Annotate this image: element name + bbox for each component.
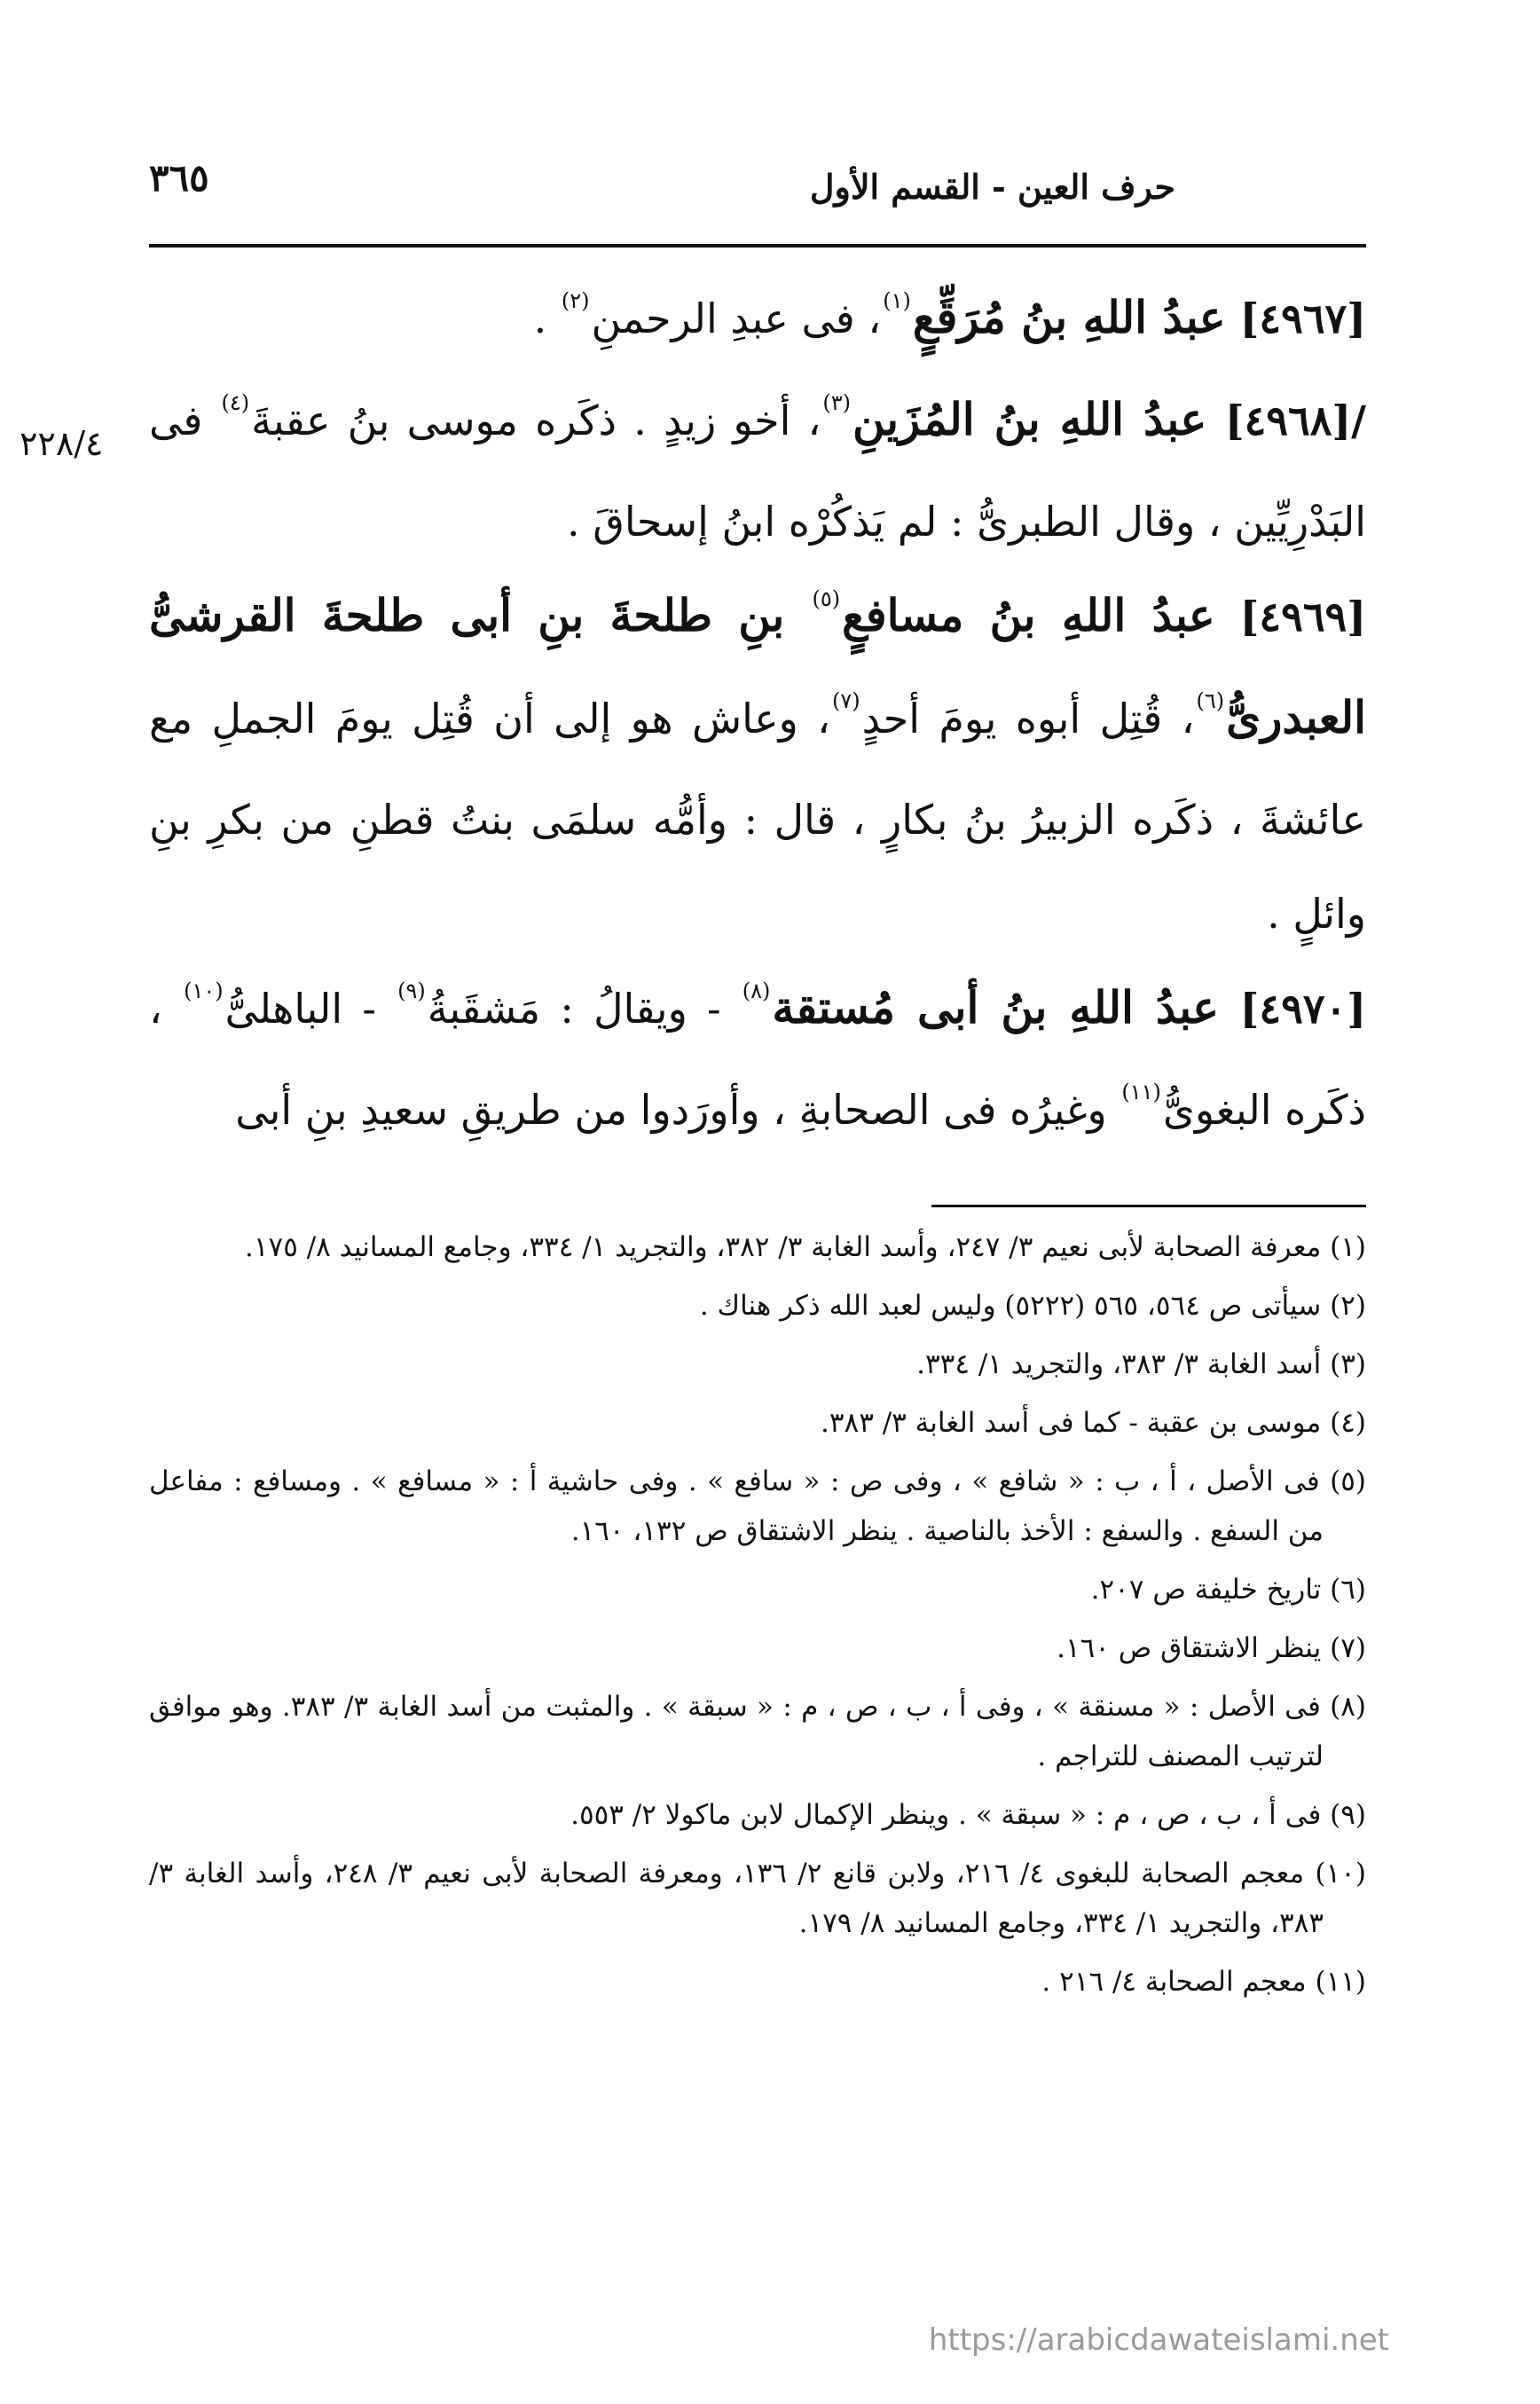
footnote-6: (٦) تاريخ خليفة ص ٢٠٧. xyxy=(1090,1574,1366,1606)
entry-name-continued: بنِ طلحةَ بنِ أبى طلحةَ القرشىُّ العبدرىُّ xyxy=(149,589,1366,743)
footnote-ref: (١١) xyxy=(1121,1080,1161,1104)
footnote-ref: (٧) xyxy=(832,688,860,713)
entry-text: ، أخو زيدٍ . ذكَره موسى بنُ عقبةَ xyxy=(251,397,821,444)
entry-text: ، قُتِل أبوه يومَ أحدٍ xyxy=(861,695,1195,742)
entry-number: [٤٩٧٠] xyxy=(1219,985,1366,1033)
entry-text: ، وعاش هو إلى أن قُتِل يومَ الجملِ مع عائشةَ ، ذكَره الزبيرُ بنُ بكارٍ ، قال : وأمُّه سلمَى بنتُ قطنِ من بكرِ بنِ وائلٍ . xyxy=(149,695,1366,938)
running-title: حرف العين - القسم الأول xyxy=(809,167,1175,207)
entry-name: عبدُ اللهِ بنُ مسافعٍ xyxy=(842,589,1215,641)
header-rule xyxy=(149,244,1366,247)
footnote-7: (٧) ينظر الاشتقاق ص ١٦٠. xyxy=(1057,1632,1366,1664)
footnote-ref: (٩) xyxy=(397,978,426,1003)
footnote-ref: (٤) xyxy=(221,390,250,415)
entry-4967 xyxy=(149,271,1366,373)
entry-text: - الباهلىُّ xyxy=(224,985,397,1033)
footnote-ref: (١) xyxy=(883,288,911,313)
entry-name: عبدُ اللهِ بنُ مُرَقِّعٍ xyxy=(912,291,1226,343)
entry-text: . xyxy=(533,295,560,342)
footnote-ref: (٣) xyxy=(822,390,852,415)
footnote-2: (٢) سيأتى ص ٥٦٤، ٥٦٥ (٥٢٢٢) وليس لعبد الله ذكر هناك . xyxy=(699,1290,1366,1322)
footnote-10: (١٠) معجم الصحابة للبغوى ٤/ ٢١٦، ولابن قانع ٢/ ١٣٦، ومعرفة الصحابة لأبى نعيم ٣/ ٢٤٨، وأسد الغابة ٣/ ٣٨٣، والتجريد ١/ ٣٣٤، وجامع المسانيد ٨/ ١٧٩. xyxy=(149,1858,1366,1939)
footnote-9: (٩) فى أ ، ب ، ص ، م : « سبقة » . وينظر الإكمال لابن ماكولا ٢/ ٥٥٣. xyxy=(570,1799,1366,1831)
entry-text: فى البَدْرِيِّين ، وقال الطبرىُّ : لم يَذكُرْه ابنُ إسحاقَ . xyxy=(149,397,1366,546)
footnote-ref: (٥) xyxy=(812,586,841,611)
entry-text: - ويقالُ : مَشقَبةُ xyxy=(427,985,741,1033)
footnote-5: (٥) فى الأصل ، أ ، ب : « شافع » ، وفى ص : « سافع » . وفى حاشية أ : « مسافع » . ومسافع : مفاعل من السفع . والسفع : الأخذ بالناصية . ينظر الاشتقاق ص ١٣٢، ١٦٠. xyxy=(149,1465,1366,1547)
footnote-3: (٣) أسد الغابة ٣/ ٣٨٣، والتجريد ١/ ٣٣٤. xyxy=(916,1348,1366,1380)
entry-4969 xyxy=(149,569,1366,961)
footnote-8: (٨) فى الأصل : « مسنقة » ، وفى أ ، ب ، ص ، م : « سبقة » . والمثبت من أسد الغابة ٣/ ٣٨٣. وهو موافق لترتيب المصنف للتراجم . xyxy=(149,1691,1366,1772)
entry-name: عبدُ اللهِ بنُ أبى مُستقة xyxy=(772,981,1220,1033)
watermark: https://arabicdawateislami.net xyxy=(928,2322,1389,2358)
footnote-ref: (٦) xyxy=(1196,688,1225,713)
margin-note: ٢٢٨/٤ xyxy=(20,424,104,463)
entry-number: [٤٩٦٩] xyxy=(1214,593,1366,640)
entry-number: /[٤٩٦٨] xyxy=(1206,397,1366,444)
entry-4970 xyxy=(149,961,1366,1164)
page-header xyxy=(149,149,1366,220)
footnote-ref: (٨) xyxy=(742,978,771,1003)
footnote-4: (٤) موسى بن عقبة - كما فى أسد الغابة ٣/ ٣٨٣. xyxy=(821,1407,1366,1439)
footnote-11: (١١) معجم الصحابة ٤/ ٢١٦ . xyxy=(1041,1966,1366,1998)
footnotes xyxy=(149,1222,1366,2015)
entry-4968 xyxy=(149,373,1366,569)
entry-name: عبدُ اللهِ بنُ المُزَينِ xyxy=(852,393,1207,445)
footnote-ref: (٢) xyxy=(561,288,590,313)
entry-text: ، ذكَره البغوىُّ xyxy=(149,985,1366,1134)
entry-text: ، فى عبدِ الرحمنِ xyxy=(591,295,882,342)
main-text xyxy=(149,271,1366,1164)
page-number: ٣٦٥ xyxy=(149,156,209,200)
footnote-rule xyxy=(931,1205,1366,1207)
footnote-1: (١) معرفة الصحابة لأبى نعيم ٣/ ٢٤٧، وأسد الغابة ٣/ ٣٨٢، والتجريد ١/ ٣٣٤، وجامع المسانيد ٨/ ١٧٥. xyxy=(245,1231,1366,1263)
footnote-ref: (١٠) xyxy=(184,978,224,1003)
entry-number: [٤٩٦٧] xyxy=(1225,295,1366,342)
entry-text: وغيرُه فى الصحابةِ ، وأورَدوا من طريقِ سعيدِ بنِ أبى xyxy=(235,1086,1120,1134)
